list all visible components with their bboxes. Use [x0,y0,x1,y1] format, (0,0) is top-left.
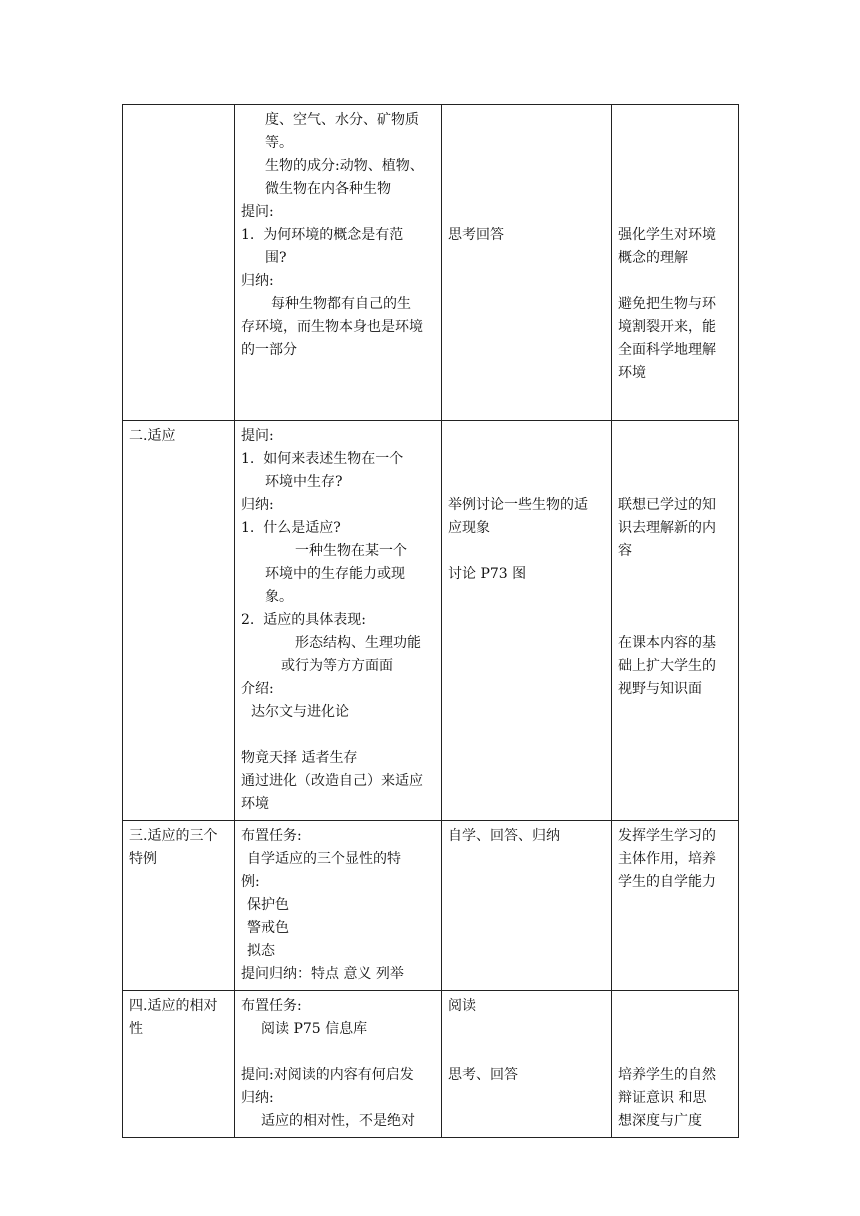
section-title: 二.适应 [129,428,176,444]
purpose-cell [612,421,739,821]
text-line: 1. 如何来表述生物在一个 [241,451,404,467]
lesson-plan-table [122,104,739,1138]
section-title: 三.适应的三个 [129,828,218,844]
student-activity-cell [442,821,612,991]
text-line: 环境 [241,796,269,812]
text-line: 思考回答 [448,227,504,243]
section-cell [123,991,235,1138]
text-line: 提问: [241,204,274,220]
student-activity-cell [442,421,612,821]
text-line: 提问:对阅读的内容有何启发 [241,1067,414,1083]
text-line: 归纳: [241,1090,274,1106]
purpose-cell [612,821,739,991]
text-line: 识去理解新的内 [618,520,716,536]
text-line: 视野与知识面 [618,681,702,697]
text-line: 保护色 [247,897,289,913]
text-line: 讨论 P73 图 [448,566,527,582]
purpose-cell [612,105,739,421]
text-line: 在课本内容的基 [618,635,716,651]
text-line: 自学适应的三个显性的特 [247,851,401,867]
text-line: 生物的成分:动物、植物、 [265,158,424,174]
text-line: 全面科学地理解 [618,342,716,358]
text-line: 例: [241,874,260,890]
text-line: 环境 [618,365,646,381]
text-line: 辩证意识 和思 [618,1090,707,1106]
text-line: 等。 [265,135,293,151]
text-line: 每种生物都有自己的生 [271,296,411,312]
text-line: 或行为等方方面面 [281,658,393,674]
text-line: 发挥学生学习的 [618,828,716,844]
text-line: 避免把生物与环 [618,296,716,312]
text-line: 微生物在内各种生物 [265,181,391,197]
text-line: 容 [618,543,632,559]
table-row [123,421,739,821]
section-cell [123,105,235,421]
text-line: 2. 适应的具体表现: [241,612,366,628]
text-line: 联想已学过的知 [618,497,716,513]
student-activity-cell [442,105,612,421]
text-line: 达尔文与进化论 [251,704,349,720]
text-line: 阅读 [448,998,476,1014]
text-line: 归纳: [241,497,274,513]
text-line: 适应的相对性，不是绝对 [261,1113,415,1129]
text-line: 象。 [265,589,293,605]
text-line: 警戒色 [247,920,289,936]
text-line: 拟态 [247,943,275,959]
text-line: 培养学生的自然 [618,1067,716,1083]
text-line: 存环境，而生物本身也是环境 [241,319,423,335]
section-cell [123,421,235,821]
section-title: 特例 [129,851,157,867]
text-line: 形态结构、生理功能 [295,635,421,651]
text-line: 布置任务: [241,998,302,1014]
text-line: 主体作用，培养 [618,851,716,867]
table-row [123,105,739,421]
text-line: 1. 什么是适应? [241,520,341,536]
text-line: 环境中生存? [265,474,343,490]
text-line: 归纳: [241,273,274,289]
teacher-activity-cell [235,421,442,821]
text-line: 自学、回答、归纳 [448,828,560,844]
text-line: 环境中的生存能力或现 [265,566,405,582]
text-line: 的一部分 [241,342,297,358]
teacher-activity-cell [235,991,442,1138]
text-line: 介绍: [241,681,274,697]
text-line: 应现象 [448,520,490,536]
text-line: 础上扩大学生的 [618,658,716,674]
text-line: 提问: [241,428,274,444]
teacher-activity-cell [235,821,442,991]
text-line: 通过进化（改造自己）来适应 [241,773,423,789]
text-line: 举例讨论一些生物的适 [448,497,588,513]
text-line: 提问归纳：特点 意义 列举 [241,966,404,982]
text-line: 布置任务: [241,828,302,844]
text-line: 1. 为何环境的概念是有范 [241,227,404,243]
text-line: 思考、回答 [448,1067,518,1083]
section-title: 四.适应的相对 [129,998,218,1014]
text-line: 强化学生对环境 [618,227,716,243]
purpose-cell [612,991,739,1138]
table-row [123,821,739,991]
text-line: 想深度与广度 [618,1113,702,1129]
table-row [123,991,739,1138]
text-line: 一种生物在某一个 [295,543,407,559]
text-line: 度、空气、水分、矿物质 [265,112,419,128]
section-cell [123,821,235,991]
text-line: 阅读 P75 信息库 [261,1021,368,1037]
text-line: 学生的自学能力 [618,874,716,890]
text-line: 物竟天择 适者生存 [241,750,358,766]
text-line: 围? [265,250,287,266]
text-line: 境割裂开来，能 [618,319,716,335]
student-activity-cell [442,991,612,1138]
section-title: 性 [129,1021,143,1037]
text-line: 概念的理解 [618,250,688,266]
teacher-activity-cell [235,105,442,421]
